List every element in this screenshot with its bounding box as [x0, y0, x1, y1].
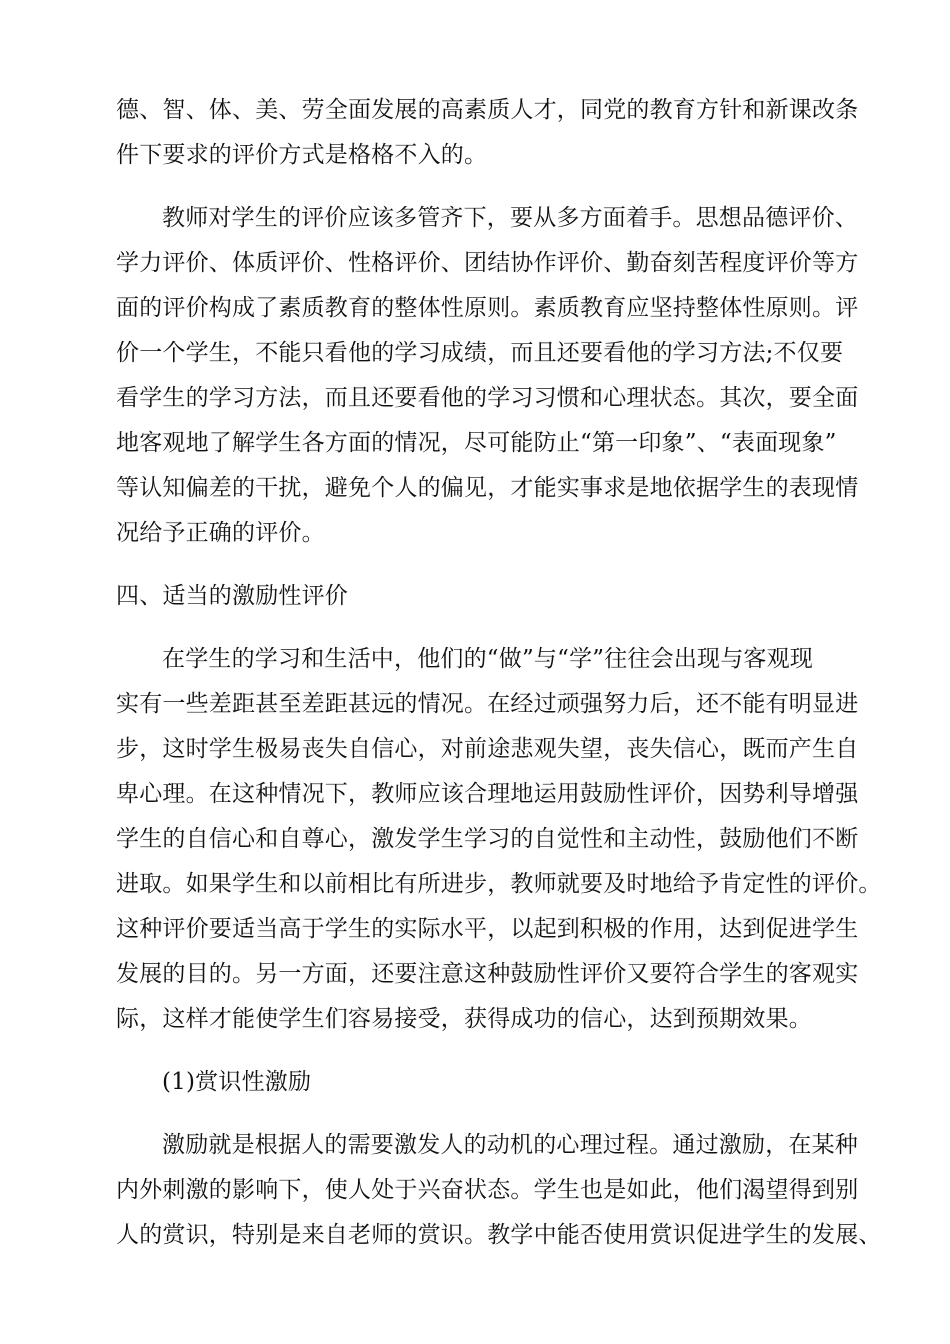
text-line: 面的评价构成了素质教育的整体性原则。素质教育应坚持整体性原则。评	[116, 295, 859, 321]
text-line: 等认知偏差的干扰，避免个人的偏见，才能实事求是地依据学生的表现情	[116, 475, 859, 501]
section-heading	[116, 574, 850, 619]
text-line: 价一个学生，不能只看他的学习成绩，而且还要看他的学习方法;不仅要	[116, 340, 844, 366]
text-line: 人的赏识，特别是来自老师的赏识。教学中能否使用赏识促进学生的发展、	[116, 1222, 882, 1248]
paragraph-1	[116, 88, 859, 178]
text-line: 况给予正确的评价。	[116, 520, 325, 546]
text-line: 件下要求的评价方式是格格不入的。	[116, 142, 488, 168]
paragraph-4	[116, 1123, 882, 1258]
text-line: 进取。如果学生和以前相比有所进步，教师就要及时地给予肯定性的评价。	[116, 871, 882, 897]
text-line: 际，这样才能使学生们容易接受，获得成功的信心，达到预期效果。	[116, 1006, 812, 1032]
text-line: 德、智、体、美、劳全面发展的高素质人才，同党的教育方针和新课改条	[116, 97, 859, 123]
text-line: 学生的自信心和自尊心，激发学生学习的自觉性和主动性，鼓励他们不断	[116, 826, 859, 852]
paragraph-2	[116, 196, 859, 556]
text-line: 学力评价、体质评价、性格评价、团结协作评价、勤奋刻苦程度评价等方	[116, 250, 859, 276]
subsection-heading	[116, 1060, 850, 1105]
text-line: 这种评价要适当高于学生的实际水平，以起到积极的作用，达到促进学生	[116, 916, 859, 942]
heading-text: 四、适当的激励性评价	[116, 583, 348, 609]
text-line: 在学生的学习和生活中，他们的“做”与“学”往往会出现与客观现	[162, 646, 814, 672]
text-line: 看学生的学习方法，而且还要看他的学习习惯和心理状态。其次，要全面	[116, 385, 859, 411]
text-line: 发展的目的。另一方面，还要注意这种鼓励性评价又要符合学生的客观实	[116, 961, 859, 987]
text-line: 实有一些差距甚至差距甚远的情况。在经过顽强努力后，还不能有明显进	[116, 691, 859, 717]
paragraph-3	[116, 637, 882, 1042]
text-line: 步，这时学生极易丧失自信心，对前途悲观失望，丧失信心，既而产生自	[116, 736, 859, 762]
text-line: 地客观地了解学生各方面的情况，尽可能防止“第一印象”、“表面现象”	[116, 430, 837, 456]
text-line: 激励就是根据人的需要激发人的动机的心理过程。通过激励，在某种	[162, 1132, 858, 1158]
subheading-text: (1)赏识性激励	[162, 1069, 312, 1095]
text-line: 教师对学生的评价应该多管齐下，要从多方面着手。思想品德评价、	[162, 205, 858, 231]
text-line: 内外刺激的影响下，使人处于兴奋状态。学生也是如此，他们渴望得到别	[116, 1177, 859, 1203]
text-line: 卑心理。在这种情况下，教师应该合理地运用鼓励性评价，因势利导增强	[116, 781, 859, 807]
document-page	[116, 88, 882, 1258]
